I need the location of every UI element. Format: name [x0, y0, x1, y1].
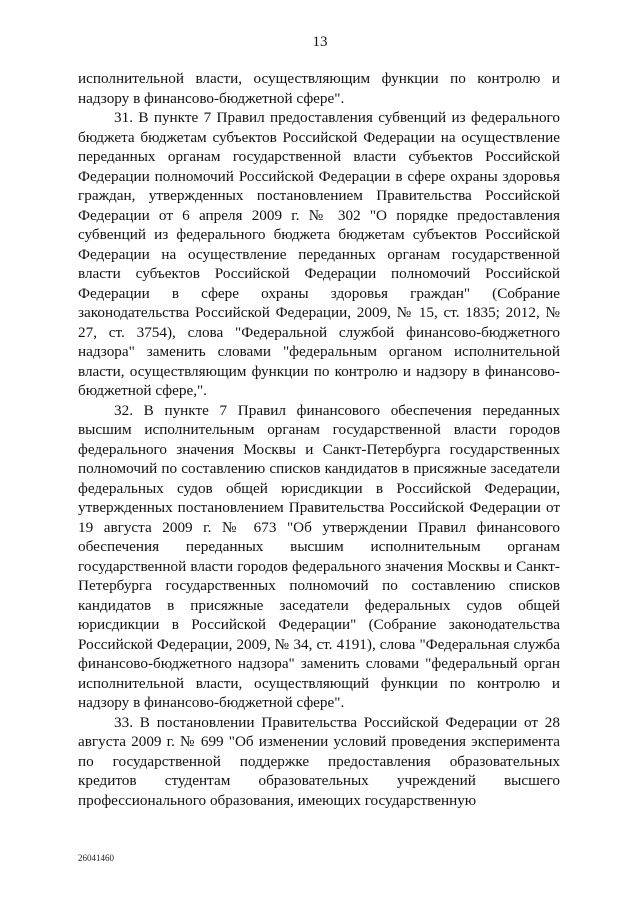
page-number: 13 [312, 34, 328, 50]
document-code: 26041460 [78, 853, 114, 863]
paragraph-continuation: исполнительной власти, осуществляющим функции по контролю и надзору в финансово-бюджетной сфере". [78, 70, 560, 107]
document-body [78, 69, 560, 810]
paragraph-item-31: 31. В пункте 7 Правил предоставления субвенций из федерального бюджета бюджетам субъектов Российской Федерации на осуществление переданных органам государственной власти субъектов Российской Федерации полномочий Российской Федерации в сфере охраны здоровья граждан, утвержденных постановлением Правительства Российской Федерации от 6 апреля 2009 г. № 302 "О порядке предоставления субвенций из федерального бюджета бюджетам субъектов Российской Федерации на осуществление переданных органам государственной власти субъектов Российской Федерации полномочий Российской Федерации в сфере охраны здоровья граждан" (Собрание законодательства Российской Федерации, 2009, № 15, ст. 1835; 2012, № 27, ст. 3754), слова "Федеральной службой финансово-бюджетного надзора" заменить словами "федеральным органом исполнительной власти, осуществляющим функции по контролю и надзору в финансово-бюджетной сфере,". [78, 109, 560, 399]
paragraph-item-33: 33. В постановлении Правительства Российской Федерации от 28 августа 2009 г. № 699 "Об изменении условий проведения эксперимента по государственной поддержке предоставления образовательных кредитов студентам образовательных учреждений высшего профессионального образования, имеющих государственную [78, 713, 560, 809]
paragraph-item-32: 32. В пункте 7 Правил финансового обеспечения переданных высшим исполнительным органам государственной власти городов федерального значения Москвы и Санкт-Петербурга государственных полномочий по составлению списков кандидатов в присяжные заседатели федеральных судов общей юрисдикции в Российской Федерации, утвержденных постановлением Правительства Российской Федерации от 19 августа 2009 г. № 673 "Об утверждении Правил финансового обеспечения переданных высшим исполнительным органам государственной власти городов федерального значения Москвы и Санкт-Петербурга государственных полномочий по составлению списков кандидатов в присяжные заседатели федеральных судов общей юрисдикции в Российской Федерации" (Собрание законодательства Российской Федерации, 2009, № 34, ст. 4191), слова "Федеральная служба финансово-бюджетного надзора" заменить словами "федеральный орган исполнительной власти, осуществляющий функции по контролю и надзору в финансово-бюджетной сфере". [78, 401, 560, 711]
